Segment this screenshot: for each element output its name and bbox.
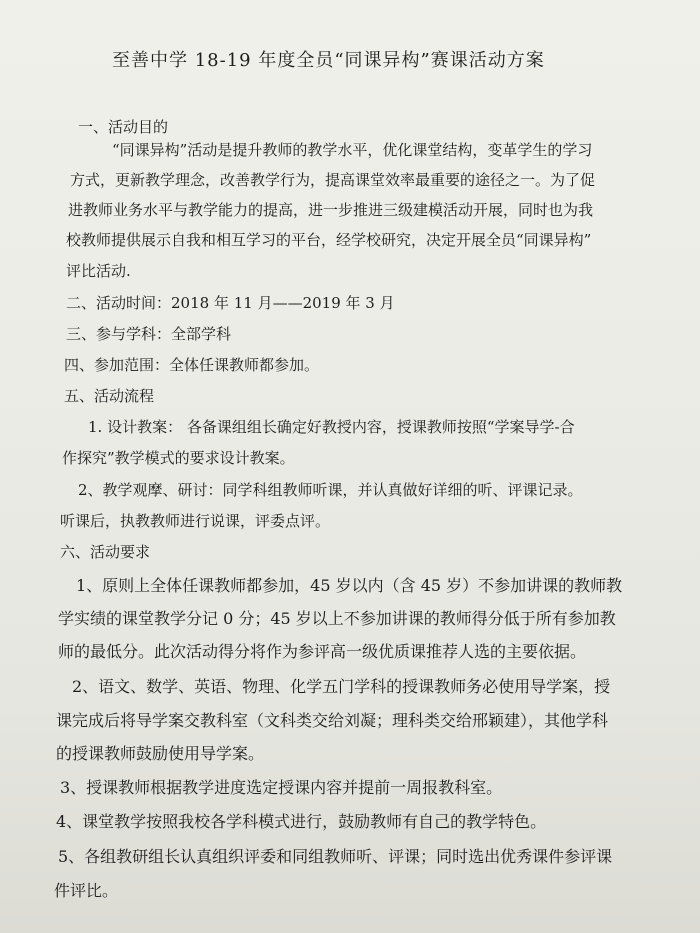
section-6-item-4: 4、课堂教学按照我校各学科模式进行，鼓励教师有自己的教学特色。 [56,812,547,831]
section-1-line: 校教师提供展示自我和相互学习的平台，经学校研究，决定开展全员“同课异构” [66,231,592,249]
section-1-line: 方式，更新教学理念，改善教学行为，提高课堂效率最重要的途径之一。为了促 [70,171,596,189]
section-1-heading: 一、活动目的 [78,118,169,136]
section-5-item-2: 听课后，执教教师进行说课，评委点评。 [60,512,331,530]
section-5-item-2: 2、教学观摩、研讨：同学科组教师听课，并认真做好详细的听、评课记录。 [78,481,583,499]
section-1-line: “同课异构”活动是提升教师的教学水平，优化课堂结构，变革学生的学习 [112,141,593,159]
section-5-heading: 五、活动流程 [64,387,155,405]
section-6-item-1: 1、原则上全体任课教师都参加，45 岁以内（含 45 岁）不参加讲课的教师教 [76,576,623,595]
section-3-subjects: 三、参与学科：全部学科 [66,325,232,343]
section-6-item-1: 师的最低分。此次活动得分将作为参评高一级优质课推荐人选的主要依据。 [58,642,587,661]
section-6-item-3: 3、授课教师根据教学进度选定授课内容并提前一周报教科室。 [60,778,503,797]
section-6-item-5: 5、各组教研组长认真组织评委和同组教师听、评课；同时选出优秀课件参评课 [58,847,613,866]
document-title: 至善中学 18-19 年度全员“同课异构”赛课活动方案 [112,50,545,71]
section-6-item-1: 学实绩的课堂教学分记 0 分；45 岁以上不参加讲课的教师得分低于所有参加教 [58,609,616,628]
section-1-line: 评比活动. [66,262,131,280]
section-4-scope: 四、参加范围：全体任课教师都参加。 [64,356,320,374]
section-2-time: 二、活动时间：2018 年 11 月——2019 年 3 月 [66,294,395,312]
section-5-item-1: 作探究”教学模式的要求设计教案。 [62,449,295,467]
section-6-item-2: 课完成后将导学案交教科室（文科类交给刘凝；理科类交给邢颖建），其他学科 [56,711,609,730]
section-6-item-2: 2、语文、数学、英语、物理、化学五门学科的授课教师务必使用导学案，授 [72,677,611,696]
section-6-item-5: 件评比。 [54,881,119,900]
section-6-heading: 六、活动要求 [60,543,151,561]
section-5-item-1: 1. 设计教案： 各备课组组长确定好教授内容，授课教师按照“学案导学-合 [88,418,575,436]
section-6-item-2: 的授课教师鼓励使用导学案。 [56,744,265,763]
section-1-line: 进教师业务水平与教学能力的提高，进一步推进三级建模活动开展，同时也为我 [68,201,594,219]
